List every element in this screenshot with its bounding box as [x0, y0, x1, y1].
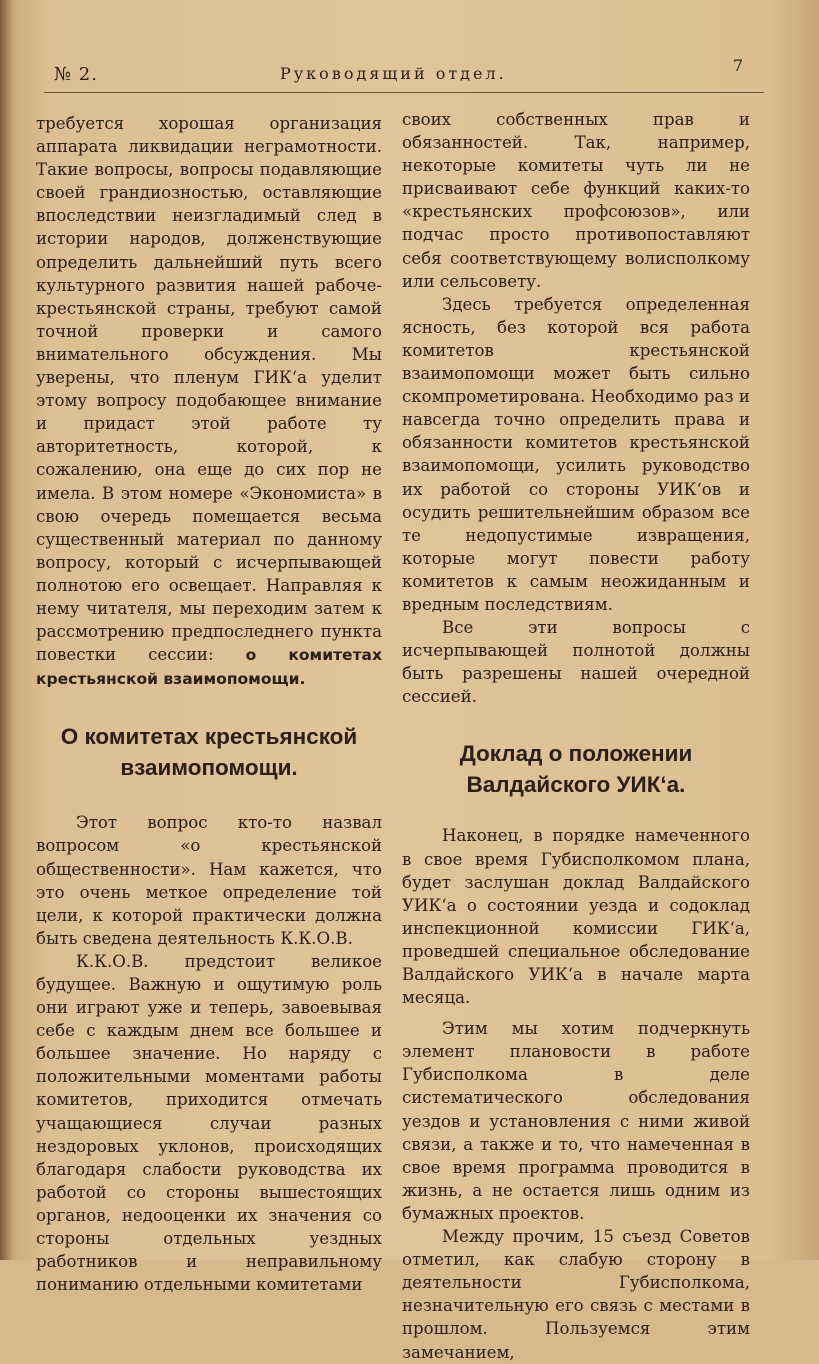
page-spine-shadow [0, 0, 14, 1260]
left-column [36, 112, 382, 1296]
right-column [402, 108, 750, 1364]
paragraph: Этот вопрос кто-то назвал вопросом «о крестьянской общественности». Нам кажется, что это очень меткое определение той цели, к которой практически должна быть сведена деятельность К.К.О.В. [36, 813, 382, 948]
paragraph: Все эти вопросы с исчерпывающей полнотой должны быть разрешены нашей очередной сессией. [402, 618, 750, 707]
paragraph: К.К.О.В. предстоит великое будущее. Важную и ощутимую роль они играют уже и теперь, завоевывая себе с каждым днем все большее и большее значение. Но наряду с положительными моментами работы комитетов, приходится отмечать учащающиеся случаи разных нездоровых уклонов, происходящих благодаря слабости руководства их работой со стороны вышестоящих органов, недооценки их значения со стороны отдельных уездных работников и неправильному пониманию отдельными комитетами [36, 951, 382, 1295]
section-heading: О комитетах крестьянской взаимопомощи. [60, 724, 358, 781]
section-heading: Доклад о положении Валдайского УИК‘а. [459, 741, 693, 798]
bold-phrase: о комитетах крестьянской взаимопомощи. [36, 646, 383, 689]
issue-number: № 2. [54, 64, 98, 85]
paragraph: своих собственных прав и обязанностей. Так, например, некоторые комитеты чуть ли не присваивают себе функций каких-то «крестьянских профсоюзов», или подчас просто противопоставляют себя соответствующему волисполкому или сельсовету. [402, 110, 750, 291]
running-header [54, 56, 744, 90]
section-title: Руководящий отдел. [280, 64, 507, 83]
header-rule [44, 92, 764, 93]
paragraph: Наконец, в порядке намеченного в свое время Губисполкомом плана, будет заслушан доклад Валдайского УИК‘а о состоянии уезда и содоклад инспекционной комиссии ГИК‘а, проведшей специальное обследование Валдайского УИК‘а в начале марта месяца. [402, 826, 750, 1008]
paragraph [36, 112, 382, 691]
page-number: 7 [732, 56, 744, 75]
paragraph: Этим мы хотим подчеркнуть элемент плановости в работе Губисполкома в деле систематического обследования уездов и установления с ними живой связи, а также и то, что намеченная в свое время программа проводится в жизнь, а не остается лишь одним из бумажных проектов. [402, 1019, 750, 1223]
paragraph-text: требуется хорошая организация аппарата ликвидации неграмотности. Такие вопросы, вопросы подавляющие своей грандиозностью, оставляющие впоследствии неизгладимый след в истории народов, долженствующие определить дальнейший путь всего культурного развития нашей рабоче-крестьянской страны, требуют самой точной проверки и самого внимательного обсуждения. Мы уверены, что пленум ГИК‘а уделит этому вопросу подобающее внимание и придаст этой работе ту авторитетность, которой, к сожалению, она еще до сих пор не имела. В этом номере «Экономиста» в свою очередь помещается весьма существенный материал по данному вопросу, который с исчерпывающей полнотою его освещает. Направляя к нему читателя, мы переходим затем к рассмотрению предпоследнего пункта повестки сессии: [36, 114, 382, 665]
paragraph: Между прочим, 15 съезд Советов отметил, как слабую сторону в деятельности Губисполкома, незначительную его связь с местами в прошлом. Пользуемся этим замечанием, [402, 1227, 750, 1362]
paragraph: Здесь требуется определенная ясность, без которой вся работа комитетов крестьянской взаимопомощи может быть сильно скомпрометирована. Необходимо раз и навсегда точно определить права и обязанности комитетов крестьянской взаимопомощи, усилить руководство их работой со стороны УИК‘ов и осудить решительнейшим образом все те недопустимые извращения, которые могут повести работу комитетов к самым неожиданным и вредным последствиям. [402, 294, 750, 614]
